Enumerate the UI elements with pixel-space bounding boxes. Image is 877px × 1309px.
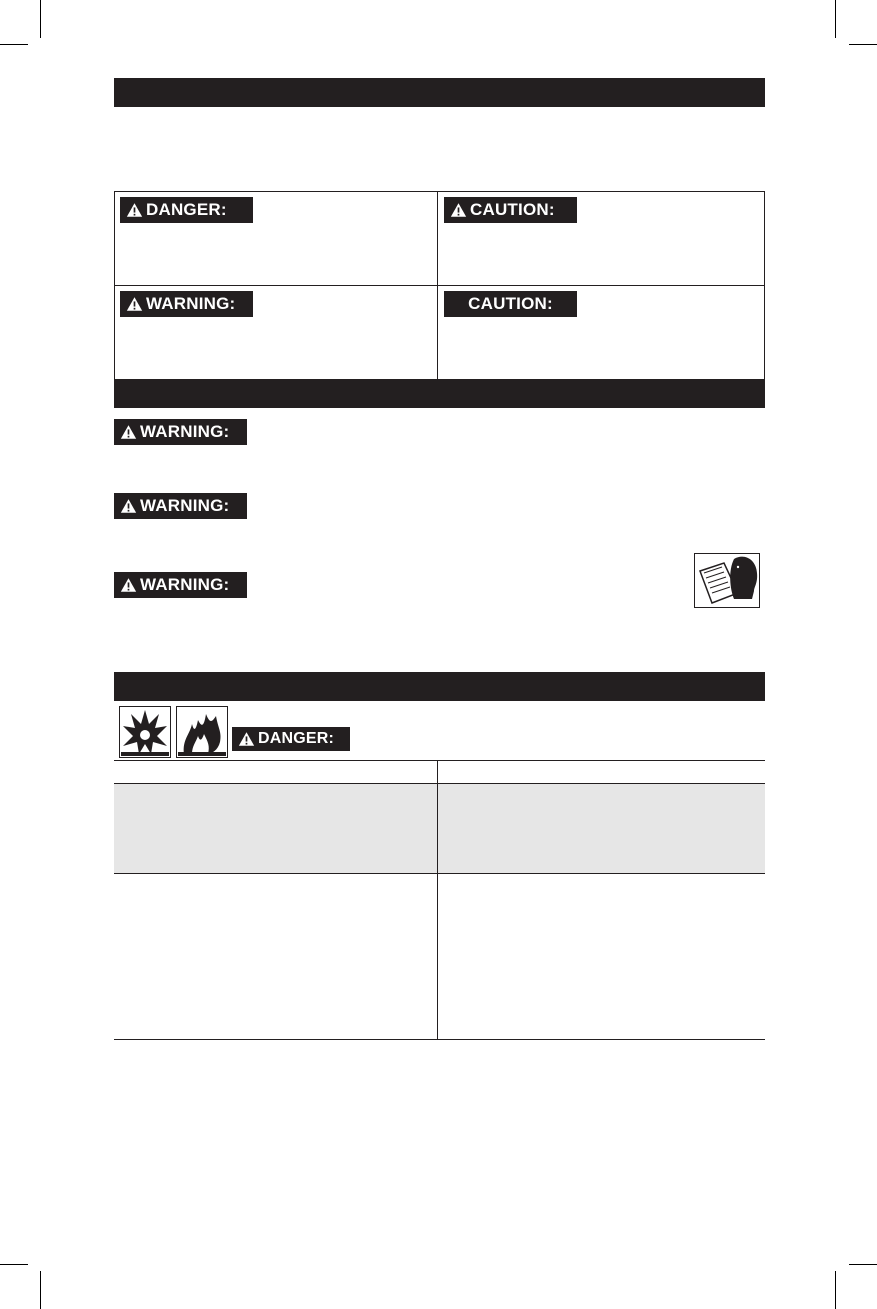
crop-mark [40, 1271, 41, 1309]
crop-mark [0, 1264, 28, 1265]
explosion-hazard-icon [119, 706, 171, 758]
crop-mark [835, 0, 836, 38]
table-cell-shaded [438, 784, 765, 873]
danger-badge [120, 197, 253, 223]
table-cell-shaded [114, 784, 437, 873]
crop-mark [849, 1264, 877, 1265]
warning-triangle-icon [120, 577, 137, 593]
crop-mark [0, 44, 28, 45]
warning-triangle-icon [120, 424, 137, 440]
warning-badge [120, 291, 253, 317]
badge-label: DANGER: [258, 730, 335, 747]
read-manual-icon [694, 553, 760, 608]
warning-triangle-icon [126, 296, 143, 312]
warning-badge [114, 572, 247, 598]
badge-label: WARNING: [146, 294, 236, 313]
warning-triangle-icon [238, 731, 255, 747]
fire-hazard-icon [176, 706, 228, 758]
section-header-bar [114, 78, 765, 107]
table-divider [437, 760, 438, 783]
caution-badge-no-symbol [444, 291, 577, 317]
crop-mark [835, 1271, 836, 1309]
badge-label: WARNING: [140, 575, 230, 594]
badge-label: CAUTION: [470, 200, 555, 219]
warning-badge [114, 493, 247, 519]
badge-label: DANGER: [146, 200, 227, 219]
table-rule [114, 1039, 765, 1040]
section-header-bar [114, 672, 765, 701]
danger-badge [232, 727, 350, 751]
warning-badge [114, 419, 247, 445]
warning-triangle-icon [450, 202, 467, 218]
badge-label: WARNING: [140, 496, 230, 515]
warning-triangle-icon [120, 498, 137, 514]
grid-divider [114, 285, 765, 286]
badge-label: CAUTION: [468, 294, 553, 313]
crop-mark [40, 0, 41, 38]
crop-mark [849, 44, 877, 45]
table-rule [114, 873, 765, 874]
section-header-bar [114, 379, 765, 408]
caution-badge [444, 197, 577, 223]
table-divider [437, 783, 438, 1040]
table-rule [114, 760, 765, 761]
badge-label: WARNING: [140, 422, 230, 441]
warning-triangle-icon [126, 202, 143, 218]
